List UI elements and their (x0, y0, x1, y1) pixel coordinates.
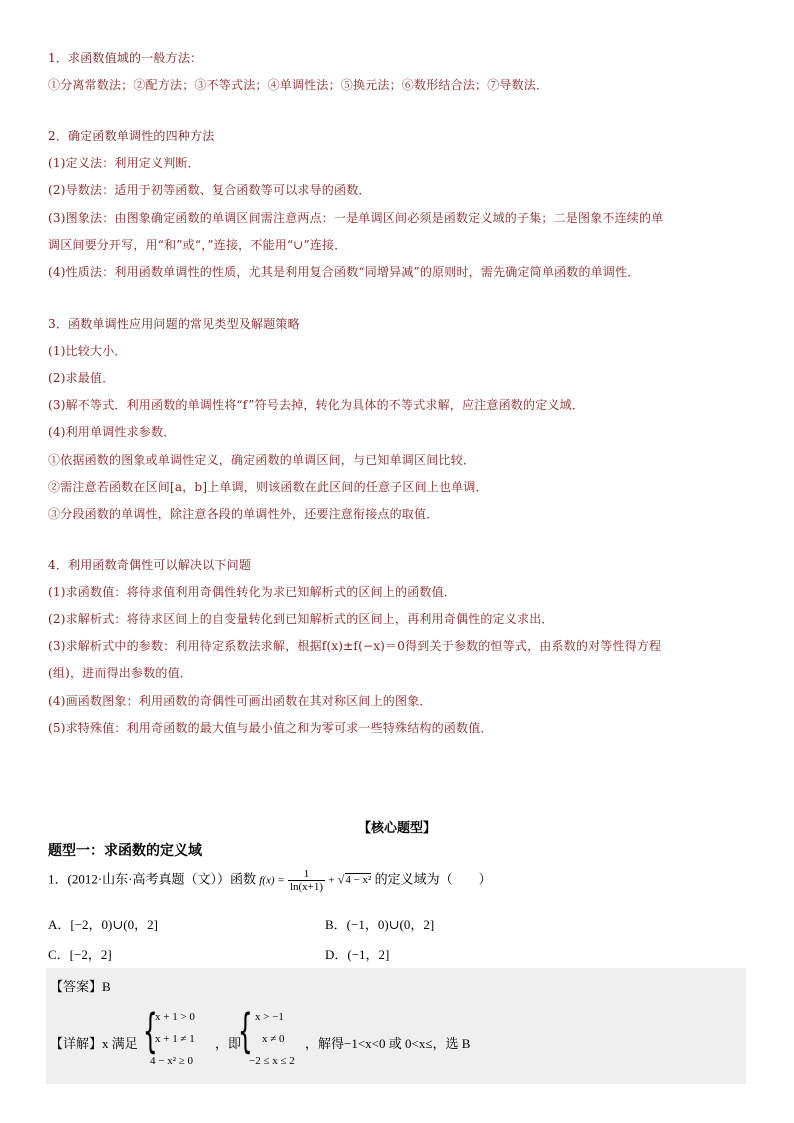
detail-mid: ，即 (215, 1036, 242, 1051)
detail-prefix: 【详解】x 满足 (50, 1036, 138, 1051)
section-2-line-3: (3)图象法：由图象确定函数的单调区间需注意两点：一是单调区间必须是函数定义域的子集；二是图象不连续的单 (48, 211, 664, 225)
fraction-denominator: ln(x+1) (289, 881, 324, 893)
option-d[interactable]: D．(−1，2] (325, 947, 390, 962)
section-3-heading: 3．函数单调性应用问题的常见类型及解题策略 (48, 317, 300, 331)
question-fraction (288, 868, 325, 893)
section-2-line-4: 调区间要分开写，用“和”或“，”连接，不能用“∪”连接． (48, 238, 347, 252)
system-1-line-3: 4 − x² ≥ 0 (150, 1055, 194, 1067)
section-3-line-1: (1)比较大小． (48, 344, 127, 358)
question-1 (48, 868, 492, 893)
question-plus: + (328, 874, 335, 887)
option-c[interactable]: C．[−2，2] (48, 947, 112, 962)
system-2-line-3: −2 ≤ x ≤ 2 (249, 1055, 295, 1067)
section-1-line-1: ①分离常数法；②配方法；③不等式法；④单调性法；⑤换元法；⑥数形结合法；⑦导数法． (48, 78, 549, 92)
question-type-title: 题型一：求函数的定义域 (48, 843, 202, 859)
system-2-line-2: x ≠ 0 (262, 1033, 285, 1045)
system-1-line-2: x + 1 ≠ 1 (155, 1033, 195, 1045)
system-2-line-1: x > −1 (255, 1011, 284, 1023)
detail-suffix: ，解得−1<x<0 或 0<x≤，选 B (305, 1036, 471, 1051)
section-1-heading: 1．求函数值域的一般方法： (48, 51, 203, 65)
question-fx: f(x) = (259, 874, 285, 887)
sqrt-radicand: 4 − x² (345, 874, 372, 887)
section-2-line-5: (4)性质法：利用函数单调性的性质，尤其是利用复合函数“同增异减”的原则时，需先确定简单函数的单调性． (48, 265, 640, 279)
section-4-heading: 4．利用函数奇偶性可以解决以下问题 (48, 558, 252, 572)
section-4-line-5: (4)画函数图象：利用函数的奇偶性可画出函数在其对称区间上的图象． (48, 694, 432, 708)
section-3-line-3: (3)解不等式．利用函数的单调性将“f”符号去掉，转化为具体的不等式求解，应注意函数的定义域． (48, 398, 584, 412)
core-title: 【核心题型】 (357, 821, 436, 836)
left-brace-1: { (143, 1004, 158, 1058)
section-2-line-1: (1)定义法：利用定义判断． (48, 156, 200, 170)
section-3-line-6: ②需注意若函数在区间[a，b]上单调，则该函数在此区间的任意子区间上也单调． (48, 480, 488, 494)
option-a[interactable]: A．[−2，0)∪(0，2] (48, 917, 158, 932)
section-3-line-5: ①依据函数的图象或单调性定义，确定函数的单调区间，与已知单调区间比较． (48, 453, 476, 467)
answer-label: 【答案】B (50, 979, 111, 994)
section-4-line-4: (组)，进而得出参数的值． (48, 666, 192, 680)
section-3-line-7: ③分段函数的单调性，除注意各段的单调性外，还要注意衔接点的取值． (48, 507, 439, 521)
section-4-line-1: (1)求函数值：将待求值利用奇偶性转化为求已知解析式的区间上的函数值． (48, 585, 457, 599)
question-prefix: 1．(2012·山东·高考真题（文））函数 (48, 871, 256, 887)
system-1-line-1: x + 1 > 0 (155, 1011, 195, 1023)
left-brace-2: { (238, 1004, 253, 1058)
section-2-heading: 2．确定函数单调性的四种方法 (48, 129, 215, 143)
section-4-line-3: (3)求解析式中的参数：利用待定系数法求解，根据f(x)±f(−x)＝0得到关于参数的恒等式，由系数的对等性得方程 (48, 639, 662, 653)
section-2-line-2: (2)导数法：适用于初等函数、复合函数等可以求导的函数． (48, 183, 371, 197)
section-4-line-6: (5)求特殊值：利用奇函数的最大值与最小值之和为零可求一些特殊结构的函数值． (48, 721, 493, 735)
question-suffix: 的定义域为（ ） (374, 871, 492, 887)
section-3-line-4: (4)利用单调性求参数． (48, 425, 176, 439)
section-4-line-2: (2)求解析式：将待求区间上的自变量转化到已知解析式的区间上，再利用奇偶性的定义求出． (48, 612, 554, 626)
option-b[interactable]: B．(−1，0)∪(0，2] (325, 917, 435, 932)
section-3-line-2: (2)求最值． (48, 371, 115, 385)
sqrt-symbol: √ (337, 872, 345, 887)
fraction-numerator: 1 (288, 868, 325, 881)
